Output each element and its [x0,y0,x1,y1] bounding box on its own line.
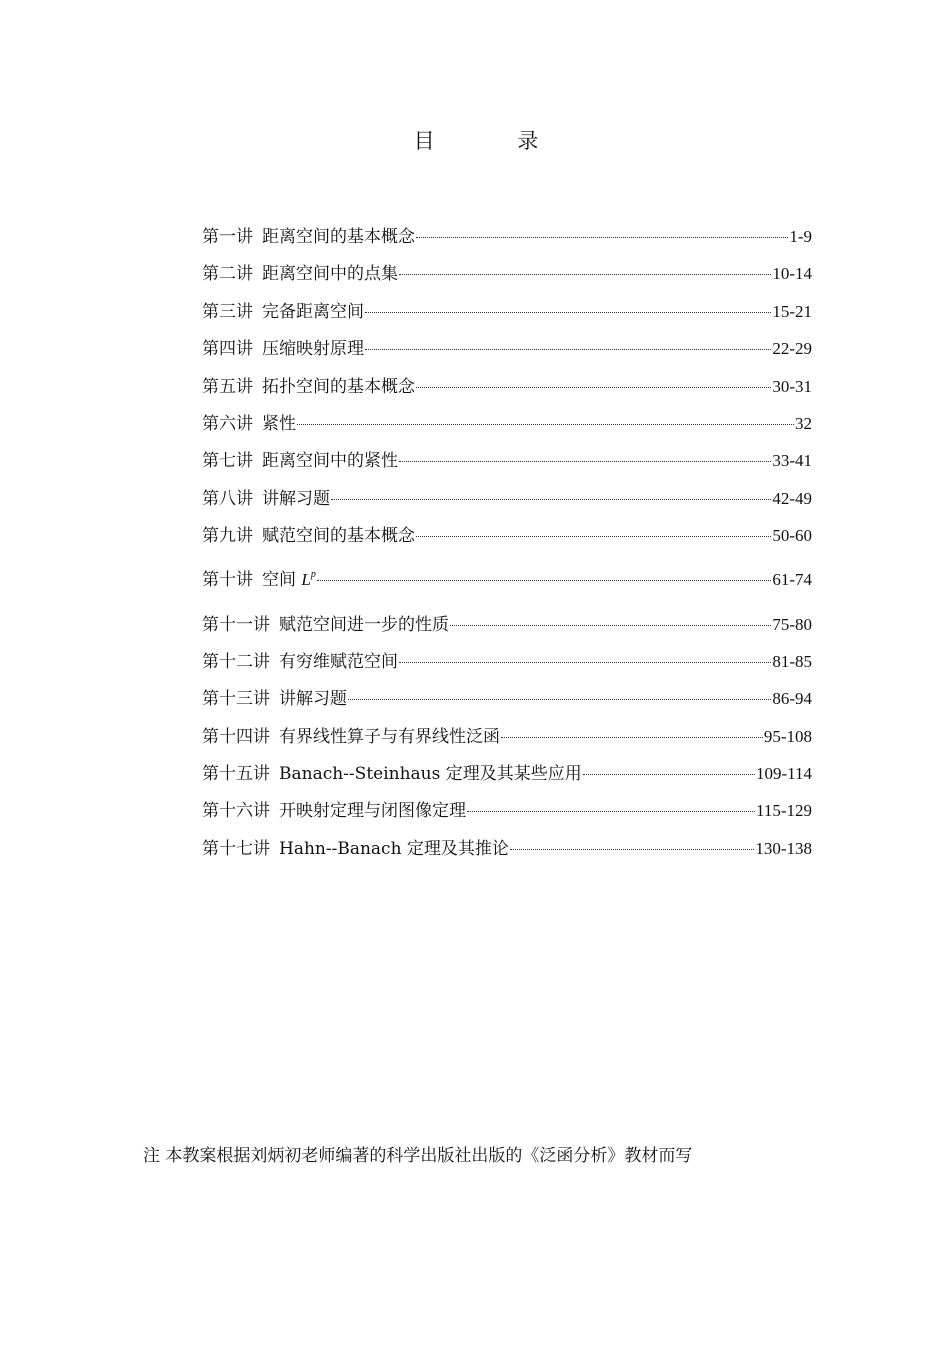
toc-label: 第十五讲 [202,764,270,785]
table-of-contents [202,222,812,871]
toc-label: 第十六讲 [202,801,270,822]
toc-label: 第六讲 [202,413,253,434]
toc-label: 第十讲 [202,569,253,590]
toc-entry[interactable] [202,222,812,259]
dot-leader [399,274,771,275]
toc-entry[interactable] [202,647,812,684]
toc-pages: 33-41 [772,451,812,471]
dot-leader [297,424,794,425]
toc-title: 距离空间中的紧性 [262,451,398,472]
toc-pages: 15-21 [772,301,812,321]
toc-entry[interactable] [202,834,812,871]
toc-entry[interactable] [202,559,812,610]
toc-title: 开映射定理与闭图像定理 [279,801,466,822]
toc-entry[interactable] [202,446,812,483]
toc-pages: 30-31 [772,376,812,396]
toc-pages: 130-138 [755,838,812,858]
dot-leader [348,699,771,700]
toc-entry[interactable] [202,521,812,558]
toc-label: 第四讲 [202,339,253,360]
toc-entry[interactable] [202,484,812,521]
toc-label: 第三讲 [202,301,253,322]
dot-leader [317,580,771,581]
toc-title: 完备距离空间 [262,301,364,322]
toc-label: 第八讲 [202,488,253,509]
toc-label: 第十二讲 [202,651,270,672]
toc-entry[interactable] [202,610,812,647]
toc-label: 第九讲 [202,526,253,547]
toc-pages: 22-29 [772,339,812,359]
toc-title: 讲解习题 [279,689,347,710]
dot-leader [331,499,771,500]
toc-label: 第十三讲 [202,689,270,710]
toc-pages: 95-108 [763,726,812,746]
dot-leader [365,349,771,350]
toc-title-text: 空间 [262,569,296,590]
toc-label: 第十七讲 [202,838,270,859]
math-symbol-sup: p [310,568,316,580]
dot-leader [510,849,754,850]
dot-leader [501,737,763,738]
toc-label: 第五讲 [202,376,253,397]
toc-title: 紧性 [262,413,296,434]
toc-pages: 75-80 [772,614,812,634]
dot-leader [450,625,771,626]
toc-title: 拓扑空间的基本概念 [262,376,415,397]
dot-leader [365,312,771,313]
page-title: 目 录 [413,129,577,153]
toc-entry[interactable] [202,409,812,446]
toc-pages: 115-129 [755,801,812,821]
toc-title: 讲解习题 [262,488,330,509]
toc-pages: 10-14 [772,264,812,284]
toc-pages: 61-74 [772,569,812,589]
toc-title: 赋范空间的基本概念 [262,526,415,547]
toc-pages: 86-94 [772,689,812,709]
toc-entry[interactable] [202,759,812,796]
toc-title: 有穷维赋范空间 [279,651,398,672]
toc-pages: 109-114 [755,764,812,784]
toc-title: Hahn--Banach 定理及其推论 [279,838,509,859]
toc-entry[interactable] [202,259,812,296]
toc-entry[interactable] [202,684,812,721]
toc-entry[interactable] [202,372,812,409]
toc-pages: 32 [795,413,812,433]
toc-entry[interactable] [202,334,812,371]
toc-label: 第二讲 [202,264,253,285]
footnote: 注 本教案根据刘炳初老师编著的科学出版社出版的《泛函分析》教材而写 [143,1146,693,1166]
toc-title: Banach--Steinhaus 定理及其某些应用 [279,764,582,785]
dot-leader [399,662,771,663]
toc-pages: 42-49 [772,488,812,508]
toc-pages: 1-9 [789,227,812,246]
toc-label: 第七讲 [202,451,253,472]
toc-entry[interactable] [202,722,812,759]
toc-title: 距离空间的基本概念 [262,227,415,247]
toc-entry[interactable] [202,297,812,334]
dot-leader [416,387,771,388]
dot-leader [416,237,788,238]
math-symbol-base: L [301,569,311,589]
toc-entry[interactable] [202,796,812,833]
dot-leader [583,774,755,775]
toc-title: 压缩映射原理 [262,339,364,360]
toc-title [262,565,316,590]
toc-title: 距离空间中的点集 [262,264,398,285]
toc-label: 第十一讲 [202,614,270,635]
toc-title: 赋范空间进一步的性质 [279,614,449,635]
dot-leader [416,536,771,537]
dot-leader [467,811,755,812]
math-symbol [301,570,315,589]
toc-title: 有界线性算子与有界线性泛函 [279,726,500,747]
toc-label: 第十四讲 [202,726,270,747]
dot-leader [399,461,771,462]
toc-pages: 50-60 [772,526,812,546]
toc-label: 第一讲 [202,227,253,247]
toc-pages: 81-85 [772,651,812,671]
